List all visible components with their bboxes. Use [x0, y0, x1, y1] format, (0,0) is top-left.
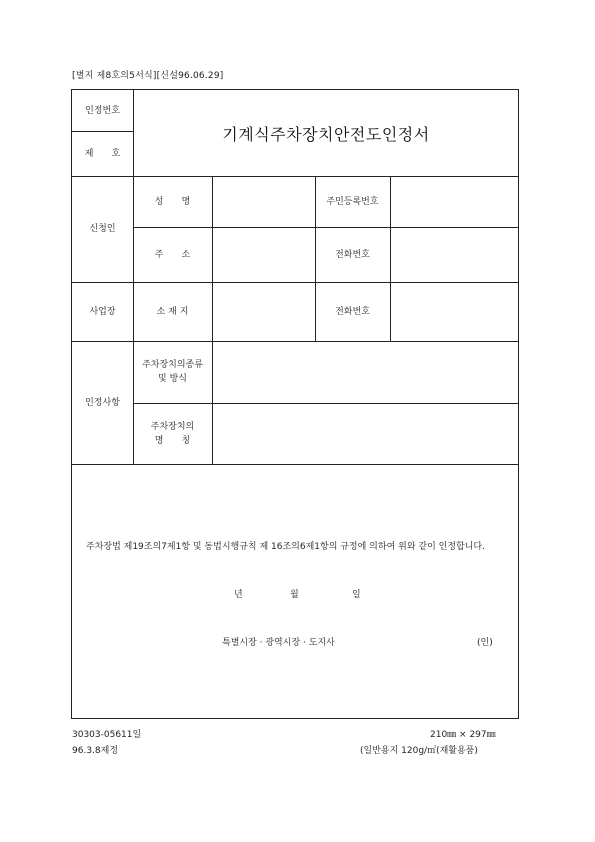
- type-method-label: [133, 341, 212, 403]
- manufacturer-label: 제 호: [84, 148, 121, 159]
- name-label: 성 명: [154, 196, 191, 207]
- device-name-label: [133, 403, 212, 464]
- business-label: 사업장: [89, 306, 116, 317]
- form-reference-note: [별지 제8호의5서식][신설96.06.29]: [72, 71, 224, 81]
- location-field[interactable]: [212, 282, 315, 341]
- device-name-label-line2: 명 칭: [154, 435, 191, 446]
- established-date: 96.3.8제정: [72, 746, 119, 756]
- date-year: 년: [234, 590, 243, 600]
- document-title: 기계식주차장치안전도인정서: [222, 124, 430, 144]
- name-field[interactable]: [212, 176, 315, 227]
- paper-spec: (일반용지 120g/㎡(재활용품): [360, 746, 478, 756]
- form-code: 30303-05611일: [72, 730, 142, 740]
- device-name-label-line1: 주차장치의: [150, 421, 195, 432]
- phone-label: 전화번호: [335, 249, 370, 260]
- date-month: 월: [290, 590, 299, 600]
- certificate-form: [71, 89, 519, 719]
- applicant-label: 신청인: [89, 224, 116, 234]
- business-phone-label: 전화번호: [335, 306, 370, 317]
- cert-number-label: 인정번호: [85, 105, 120, 116]
- address-label: 주 소: [154, 249, 191, 260]
- location-label: 소 재 지: [156, 306, 189, 317]
- business-phone-field[interactable]: [390, 282, 518, 341]
- address-field[interactable]: [212, 227, 315, 282]
- date-day: 일: [352, 590, 361, 600]
- type-method-field[interactable]: [212, 341, 518, 403]
- paper-size: 210㎜ × 297㎜: [430, 730, 496, 740]
- type-method-label-line2: 및 방식: [158, 374, 187, 384]
- phone-field[interactable]: [390, 227, 518, 282]
- seal-mark: (인): [477, 638, 493, 648]
- certification-statement: 주차장법 제19조의7제1항 및 동법시행규칙 제 16조의6제1항의 규정에 의하여 위와 같이 인정합니다.: [86, 542, 485, 552]
- resident-number-field[interactable]: [390, 176, 518, 227]
- approval-label: 인정사항: [85, 397, 120, 408]
- type-method-label-line1: 주차장치의종류: [142, 360, 203, 370]
- resident-number-label: 주민등록번호: [326, 196, 379, 207]
- device-name-field[interactable]: [212, 403, 518, 464]
- issuing-authority: 특별시장 · 광역시장 · 도지사: [222, 638, 335, 648]
